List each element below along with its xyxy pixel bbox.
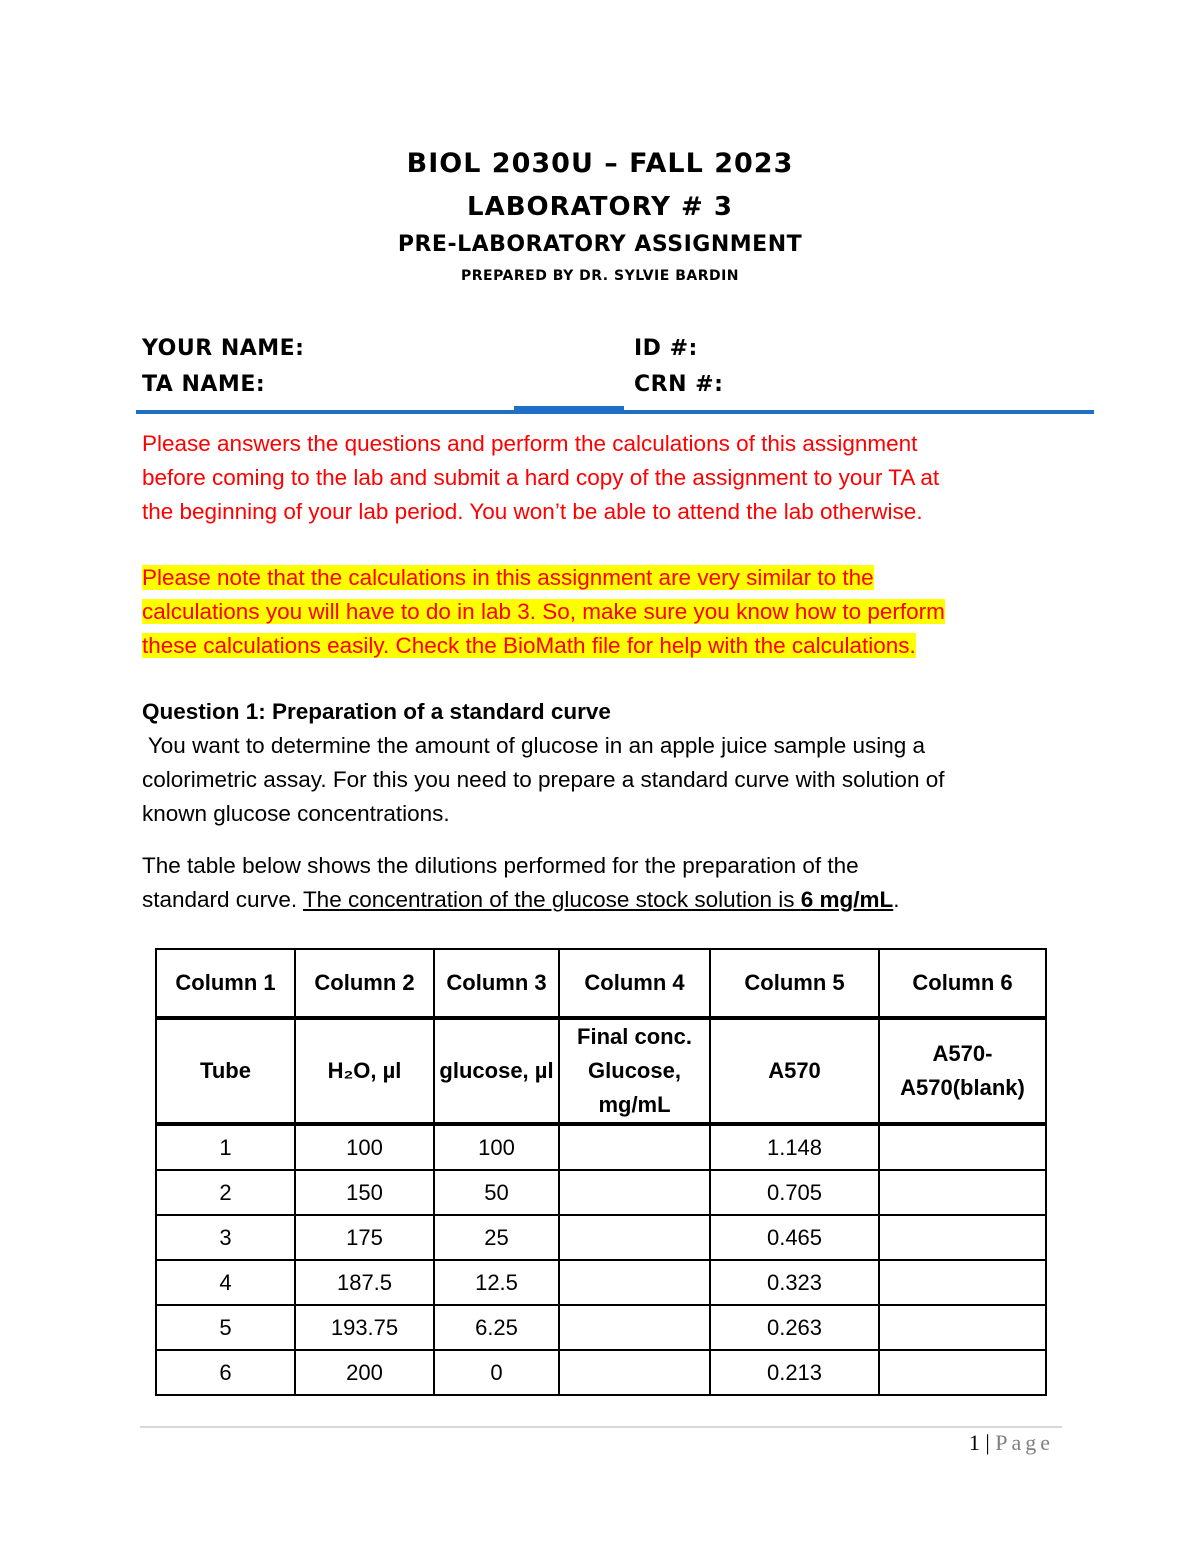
table-cell: 12.5	[434, 1260, 559, 1305]
table-row	[156, 1305, 1046, 1350]
table-cell: 0.465	[710, 1215, 879, 1260]
table-cell	[879, 1305, 1046, 1350]
note-line: calculations you will have to do in lab 3. So, make sure you know how to perform	[142, 599, 945, 624]
column-header: Column 6	[879, 949, 1046, 1018]
table-cell: 3	[156, 1215, 295, 1260]
table-cell: 200	[295, 1350, 434, 1395]
subheader-cell: H₂O, µl	[295, 1018, 434, 1124]
table-cell: 1	[156, 1124, 295, 1170]
question-text-line: You want to determine the amount of glucose in an apple juice sample using a	[142, 733, 926, 758]
table-cell: 0.705	[710, 1170, 879, 1215]
note-line: Please note that the calculations in this assignment are very similar to the	[142, 565, 874, 590]
table-cell: 6.25	[434, 1305, 559, 1350]
course-title: BIOL 2030U – FALL 2023	[406, 148, 794, 179]
table-cell	[559, 1215, 710, 1260]
table-intro-line: The table below shows the dilutions performed for the preparation of the	[142, 853, 859, 878]
period: .	[893, 887, 900, 912]
stock-concentration: 6 mg/mL	[800, 887, 894, 912]
table-cell	[559, 1305, 710, 1350]
stock-statement: The concentration of the glucose stock solution is	[302, 887, 801, 912]
subheader-cell: glucose, µl	[434, 1018, 559, 1124]
table-cell: 25	[434, 1215, 559, 1260]
question-1-heading	[142, 695, 1082, 729]
question-title: Preparation of a standard curve	[272, 699, 611, 724]
footer-divider	[140, 1426, 1062, 1428]
table-row	[156, 1170, 1046, 1215]
table-cell	[879, 1350, 1046, 1395]
table-cell: 50	[434, 1170, 559, 1215]
table-cell: 2	[156, 1170, 295, 1215]
header-divider	[136, 410, 1094, 414]
your-name-label: YOUR NAME:	[142, 336, 305, 361]
lab-title: LABORATORY # 3	[467, 192, 733, 222]
table-cell	[559, 1350, 710, 1395]
question-text-line: colorimetric assay. For this you need to prepare a standard curve with solution of	[142, 767, 945, 792]
question-1	[142, 695, 1082, 831]
note-line: these calculations easily. Check the BioMath file for help with the calculations.	[142, 633, 916, 658]
page-number: 1	[968, 1430, 980, 1455]
table-cell	[559, 1124, 710, 1170]
table-row	[156, 1260, 1046, 1305]
question-label: Question 1:	[142, 699, 273, 724]
table-cell: 193.75	[295, 1305, 434, 1350]
table-cell	[879, 1170, 1046, 1215]
table-cell	[559, 1260, 710, 1305]
dilution-table	[155, 948, 1047, 1396]
table-cell	[879, 1215, 1046, 1260]
subheader-cell: A570	[710, 1018, 879, 1124]
id-label: ID #:	[634, 336, 698, 361]
table-intro	[142, 849, 1082, 917]
assignment-title: PRE-LABORATORY ASSIGNMENT	[397, 232, 803, 257]
table-cell: 0.323	[710, 1260, 879, 1305]
table-cell: 0	[434, 1350, 559, 1395]
column-header: Column 2	[295, 949, 434, 1018]
table-intro-prefix: standard curve.	[142, 887, 303, 912]
column-header: Column 4	[559, 949, 710, 1018]
table-cell: 0.213	[710, 1350, 879, 1395]
column-header: Column 1	[156, 949, 295, 1018]
page-label: Page	[995, 1430, 1054, 1455]
table-header-row	[156, 949, 1046, 1018]
table-row	[156, 1215, 1046, 1260]
ta-name-label: TA NAME:	[142, 372, 266, 397]
column-header: Column 3	[434, 949, 559, 1018]
table-cell	[879, 1260, 1046, 1305]
column-header: Column 5	[710, 949, 879, 1018]
table-cell: 100	[434, 1124, 559, 1170]
header-divider-accent	[514, 406, 624, 410]
table-cell: 187.5	[295, 1260, 434, 1305]
notice-line: the beginning of your lab period. You won’t be able to attend the lab otherwise.	[142, 499, 923, 524]
table-cell: 1.148	[710, 1124, 879, 1170]
subheader-cell: Final conc. Glucose, mg/mL	[559, 1018, 710, 1124]
subheader-cell: A570-A570(blank)	[879, 1018, 1046, 1124]
table-subheader-row	[156, 1018, 1046, 1124]
table-cell: 100	[295, 1124, 434, 1170]
notice-line: Please answers the questions and perform the calculations of this assignment	[142, 431, 918, 456]
table-cell	[559, 1170, 710, 1215]
crn-label: CRN #:	[634, 372, 724, 397]
table-cell: 4	[156, 1260, 295, 1305]
footer-separator: |	[979, 1430, 996, 1455]
table-row	[156, 1124, 1046, 1170]
table-cell: 6	[156, 1350, 295, 1395]
note-paragraph	[142, 561, 1082, 663]
question-text-line: known glucose concentrations.	[142, 801, 450, 826]
table-cell: 150	[295, 1170, 434, 1215]
author-line: PREPARED BY DR. SYLVIE BARDIN	[460, 268, 740, 284]
table-cell: 0.263	[710, 1305, 879, 1350]
table-row	[156, 1350, 1046, 1395]
table-cell: 175	[295, 1215, 434, 1260]
subheader-cell: Tube	[156, 1018, 295, 1124]
table-cell: 5	[156, 1305, 295, 1350]
notice-paragraph	[142, 427, 1082, 529]
table-cell	[879, 1124, 1046, 1170]
table-intro-line-2	[142, 883, 1082, 917]
notice-line: before coming to the lab and submit a hard copy of the assignment to your TA at	[142, 465, 940, 490]
page-footer	[969, 1430, 1054, 1456]
